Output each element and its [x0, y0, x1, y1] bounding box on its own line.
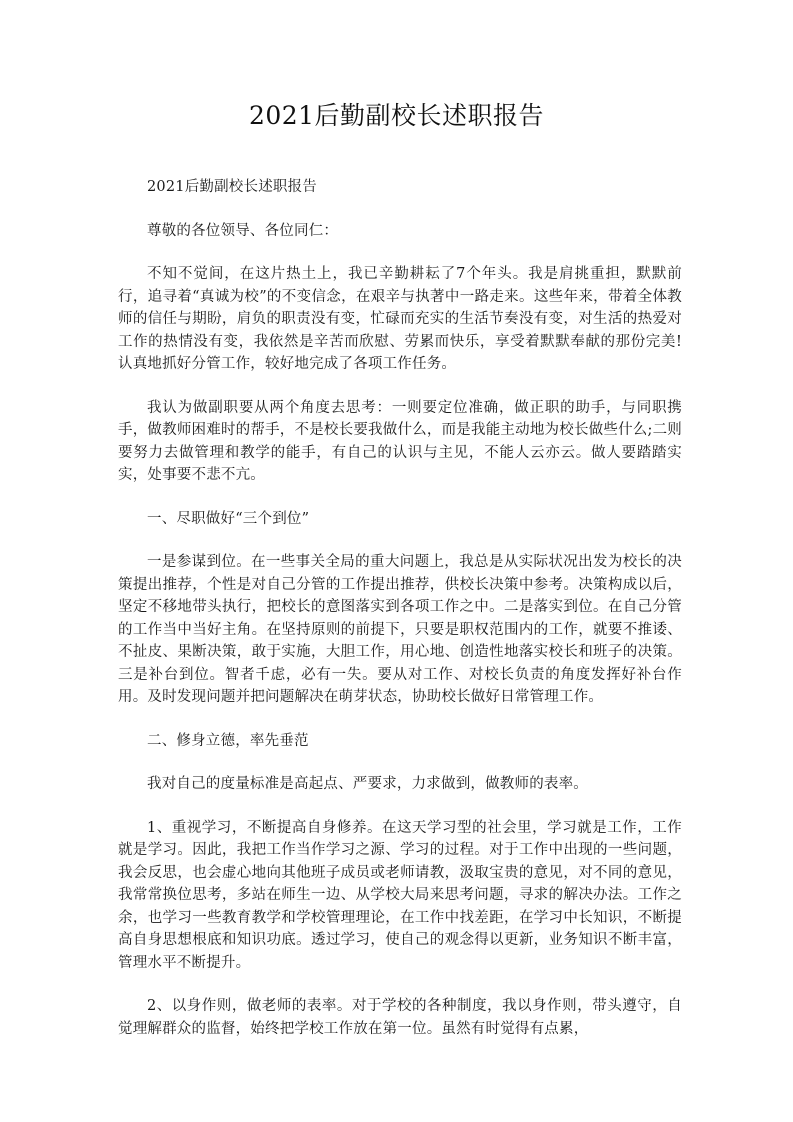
- document-title: 2021后勤副校长述职报告: [248, 101, 545, 130]
- paragraph-example: 2、以身作则，做老师的表率。对于学校的各种制度，我以身作则，带头遵守，自觉理解群众的监督，始终把学校工作放在第一位。虽然有时觉得有点累，: [118, 998, 682, 1037]
- section-heading-one: 一、尽职做好“三个到位”: [147, 510, 310, 527]
- paragraph-subtitle: 2021后勤副校长述职报告: [147, 179, 318, 195]
- paragraph-salutation: 尊敬的各位领导、各位同仁：: [147, 222, 339, 239]
- document-body: [118, 176, 682, 1061]
- section-heading-two: 二、修身立德，率先垂范: [147, 732, 309, 749]
- paragraph-three-positions: 一是参谋到位。在一些事关全局的重大问题上，我总是从实际状况出发为校长的决策提出推荐，个性是对自己分管的工作提出推荐，供校长决策中参考。决策构成以后，坚定不移地带头执行，把校长的意图落实到各项工作之中。二是落实到位。在自己分管的工作当中当好主角。在坚持原则的前提下，只要是职权范围内的工作，就要不推诿、不扯皮、果断决策，敢于实施，大胆工作，用心地、创造性地落实校长和班子的决策。三是补台到位。智者千虑，必有一失。要从对工作、对校长负责的角度发挥好补台作用。及时发现问题并把问题解决在萌芽状态，协助校长做好日常管理工作。: [118, 554, 682, 705]
- paragraph-role-thinking: 我认为做副职要从两个角度去思考：一则要定位准确，做正职的助手，与同职携手，做教师困难时的帮手，不是校长要我做什么，而是我能主动地为校长做些什么;二则要努力去做管理和教学的能手，有自己的认识与主见，不能人云亦云。做人要踏踏实实，处事要不悲不亢。: [118, 399, 682, 483]
- paragraph-learning: 1、重视学习，不断提高自身修养。在这天学习型的社会里，学习就是工作，工作就是学习。因此，我把工作当作学习之源、学习的过程。对于工作中出现的一些问题，我会反思，也会虚心地向其他班子成员或老师请教，汲取宝贵的意见，对不同的意见，我常常换位思考，多站在师生一边、从学校大局来思考问题，寻求的解决办法。工作之余，也学习一些教育教学和学校管理理论，在工作中找差距，在学习中长知识，不断提高自身思想根底和知识功底。透过学习，使自己的观念得以更新，业务知识不断丰富，管理水平不断提升。: [118, 819, 682, 971]
- paragraph-self-standard: 我对自己的度量标准是高起点、严要求，力求做到，做教师的表率。: [147, 776, 588, 792]
- paragraph-intro: 不知不觉间，在这片热土上，我已辛勤耕耘了7个年头。我是肩挑重担，默默前行，追寻着“真诚为校”的不变信念，在艰辛与执著中一路走来。这些年来，带着全体教师的信任与期盼，肩负的职责没有变，忙碌而充实的生活节奏没有变，对生活的热爱对工作的热情没有变，我依然是辛苦而欣慰、劳累而快乐，享受着默默奉献的那份完美!认真地抓好分管工作，较好地完成了各项工作任务。: [118, 266, 682, 372]
